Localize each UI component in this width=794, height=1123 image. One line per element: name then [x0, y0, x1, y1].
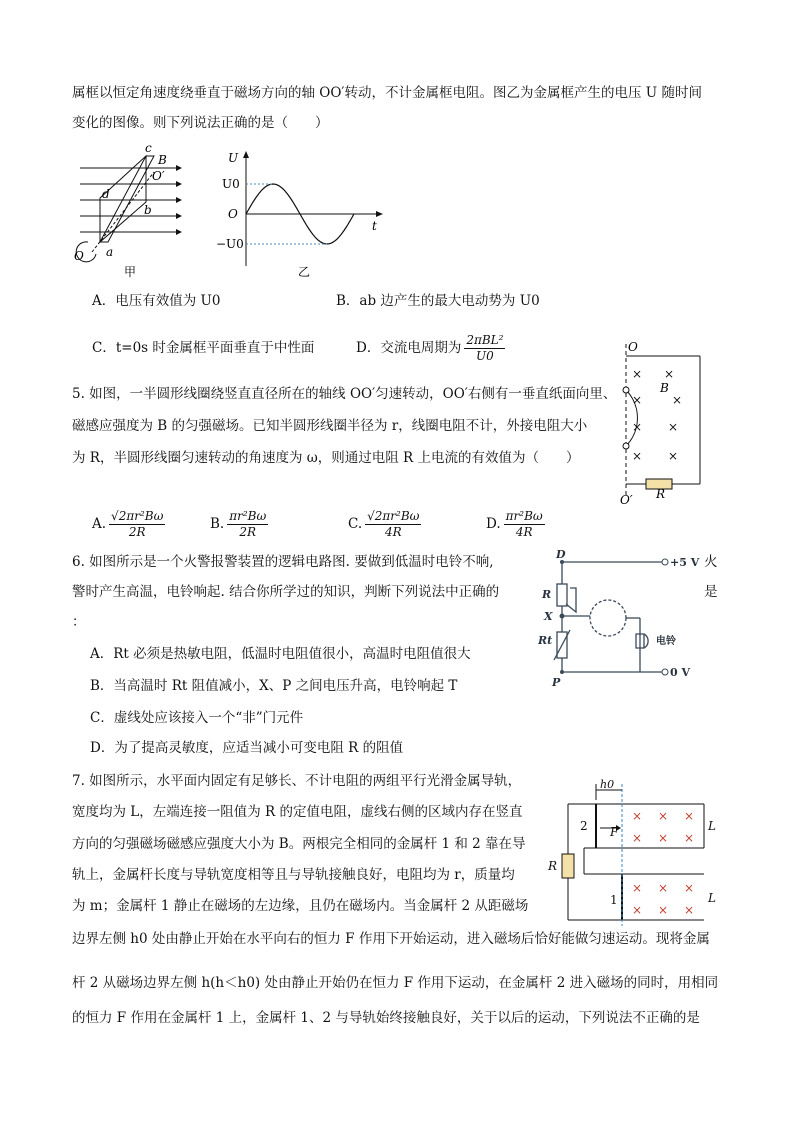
q6-line2b: 是: [704, 584, 718, 600]
q7-fig-r: R: [548, 859, 558, 873]
q6-fig-d: D: [556, 548, 566, 561]
fig-label-b: b: [144, 203, 152, 217]
q5-fig-b: B: [660, 381, 669, 395]
svg-text:×: ×: [632, 420, 643, 434]
q5-option-a-num: √2πr²Bω: [111, 509, 164, 523]
q6-line1b: 火: [704, 554, 718, 570]
q5-option-d-num: πr²Bω: [505, 509, 543, 523]
q5-line2: 磁感应强度为 B 的匀强磁场。已知半圆形线圈半径为 r，线圈电阻不计，外接电阻大小: [72, 418, 588, 434]
q7-line2: 宽度均为 L，左端连接一阻值为 R 的定值电阻，虚线右侧的区域内存在竖直: [72, 804, 523, 820]
svg-text:×: ×: [632, 903, 643, 917]
q4-option-a: A．电压有效值为 U0: [92, 293, 221, 309]
q6-line1a: 6. 如图所示是一个火警报警装置的逻辑电路图. 要做到低温时电铃不响,: [72, 554, 494, 570]
q6-fig-plus5v: +5 V: [670, 556, 700, 569]
fig-label-a: a: [106, 245, 114, 259]
q5-option-a-label: A.: [92, 516, 107, 532]
svg-text:×: ×: [658, 831, 669, 845]
q7-line4: 轨上，金属杆长度与导轨宽度相等且与导轨接触良好，电阻均为 r，质量均: [72, 867, 515, 883]
q6-option-c: C．虚线处应该接入一个“非”门元件: [90, 710, 304, 726]
fig-label-c: c: [145, 142, 152, 155]
svg-text:×: ×: [632, 881, 643, 895]
q5-fig-o-prime: O′: [620, 493, 633, 507]
q7-fig-l-bottom: L: [708, 891, 716, 905]
q7-line1: 7. 如图所示，水平面内固定有足够长、不计电阻的两组平行光滑金属导轨，: [72, 773, 522, 789]
q7-fig-rod1: 1: [610, 893, 618, 907]
svg-text:×: ×: [684, 809, 695, 823]
q6-fig-r: R: [542, 588, 552, 601]
svg-text:×: ×: [664, 367, 675, 381]
svg-text:×: ×: [632, 367, 643, 381]
q4-figure-yi: [216, 148, 386, 280]
fig-yi-neg-u0: −U0: [216, 237, 244, 251]
svg-text:×: ×: [632, 449, 643, 463]
q6-fig-x: X: [544, 610, 553, 623]
q4-option-d-den: U0: [476, 349, 494, 363]
q5-option-b-num: πr²Bω: [229, 509, 267, 523]
q5-option-a-den: 2R: [128, 525, 146, 539]
svg-text:×: ×: [684, 903, 695, 917]
q6-fig-0v: 0 V: [670, 666, 691, 679]
svg-text:×: ×: [632, 831, 643, 845]
q6-figure: [532, 548, 712, 688]
q4-option-d-fraction: [464, 333, 505, 364]
q7-fig-f: F: [610, 825, 619, 839]
q4-option-c: C．t=0s 时金属框平面垂直于中性面: [92, 340, 315, 356]
q7-line6: 边界左侧 h0 处由静止开始在水平向右的恒力 F 作用下开始运动，进入磁场后恰好能做匀速运动。现将金属: [72, 931, 710, 947]
q5-option-c-fraction: [365, 509, 421, 540]
svg-text:×: ×: [658, 881, 669, 895]
q4-figure-jia: [70, 142, 190, 282]
q6-fig-p: P: [552, 676, 561, 688]
q6-option-a: A．Rt 必须是热敏电阻，低温时电阻值很小，高温时电阻值很大: [90, 646, 471, 662]
q7-line8: 的恒力 F 作用在金属杆 1 上，金属杆 1、2 与导轨始终接触良好，关于以后的运动，下列说法不正确的是: [72, 1010, 700, 1026]
q6-option-b: B．当高温时 Rt 阻值减小，X、P 之间电压升高，电铃响起 T: [90, 678, 458, 694]
q7-fig-l-top: L: [708, 819, 716, 833]
q5-option-c-den: 4R: [384, 525, 402, 539]
svg-text:×: ×: [684, 881, 695, 895]
caption-yi: 乙: [298, 265, 311, 279]
q6-fig-bell: 电铃: [656, 636, 676, 647]
svg-text:×: ×: [658, 903, 669, 917]
svg-text:×: ×: [632, 393, 643, 407]
q5-fig-o: O: [628, 340, 638, 354]
svg-text:×: ×: [632, 809, 643, 823]
q7-line7: 杆 2 从磁场边界左侧 h(h＜h0) 处由静止开始仍在恒力 F 作用下运动，在金属杆 2 进入磁场的同时，用相同: [72, 975, 719, 991]
q5-option-c-num: √2πr²Bω: [367, 509, 420, 523]
q5-option-b-fraction: [227, 509, 268, 540]
caption-jia: 甲: [124, 265, 137, 279]
svg-text:×: ×: [668, 449, 679, 463]
q6-fig-rt: Rt: [538, 634, 553, 647]
fig-label-d: d: [102, 187, 110, 201]
q6-line2a: 警时产生高温，电铃响起. 结合你所学过的知识，判断下列说法中正确的: [72, 584, 500, 600]
q6-option-d: D．为了提高灵敏度，应适当减小可变电阻 R 的阻值: [90, 740, 404, 756]
q5-figure: [614, 338, 714, 508]
fig-label-b-field: B: [158, 153, 167, 167]
q4-line2: 变化的图像。则下列说法正确的是（ ）: [72, 115, 329, 131]
svg-text:×: ×: [672, 393, 683, 407]
q5-line3: 为 R，半圆形线圈匀速转动的角速度为 ω，则通过电阻 R 上电流的有效值为（ ）: [72, 450, 580, 466]
q5-fig-r: R: [656, 487, 666, 501]
q5-option-a-fraction: [109, 509, 165, 540]
fig-yi-u: U: [228, 151, 239, 165]
q5-option-a: [92, 504, 165, 544]
q4-option-d: [356, 328, 505, 368]
q5-option-d-label: D.: [486, 516, 501, 532]
q7-line5: 为 m；金属杆 1 静止在磁场的左边缘，且仍在磁场内。当金属杆 2 从距磁场: [72, 898, 529, 914]
q5-option-b: [210, 504, 268, 544]
q4-line1: 属框以恒定角速度绕垂直于磁场方向的轴 OO′转动，不计金属框电阻。图乙为金属框产生的电压 U 随时间: [72, 85, 702, 101]
q5-option-b-label: B.: [210, 516, 225, 532]
q5-option-d: [486, 504, 545, 544]
q4-option-d-text: D．交流电周期为: [356, 340, 462, 356]
q5-option-c: [348, 504, 421, 544]
fig-yi-u0: U0: [222, 177, 240, 191]
fig-yi-t: t: [372, 219, 377, 233]
fig-yi-o: O: [228, 207, 238, 221]
svg-text:×: ×: [684, 831, 695, 845]
q7-fig-h0: h0: [600, 778, 615, 791]
q7-figure: [544, 776, 724, 926]
q4-option-d-num: 2πBL²: [466, 333, 504, 347]
q6-line3: ：: [72, 614, 86, 630]
svg-text:×: ×: [668, 420, 679, 434]
q7-line3: 方向的匀强磁场磁感应强度大小为 B。两根完全相同的金属杆 1 和 2 靠在导: [72, 836, 526, 852]
q5-option-d-den: 4R: [515, 525, 533, 539]
q4-option-b: B．ab 边产生的最大电动势为 U0: [336, 293, 540, 309]
fig-label-o: O: [74, 249, 84, 263]
q7-fig-rod2: 2: [580, 819, 588, 833]
svg-text:×: ×: [658, 809, 669, 823]
q5-option-d-fraction: [504, 509, 545, 540]
q5-option-c-label: C.: [348, 516, 363, 532]
q5-line1: 5. 如图，一半圆形线圈绕竖直直径所在的轴线 OO′匀速转动，OO′右侧有一垂直纸面向里、: [72, 386, 617, 402]
q5-option-b-den: 2R: [239, 525, 257, 539]
fig-label-o-prime: O′: [152, 169, 165, 183]
